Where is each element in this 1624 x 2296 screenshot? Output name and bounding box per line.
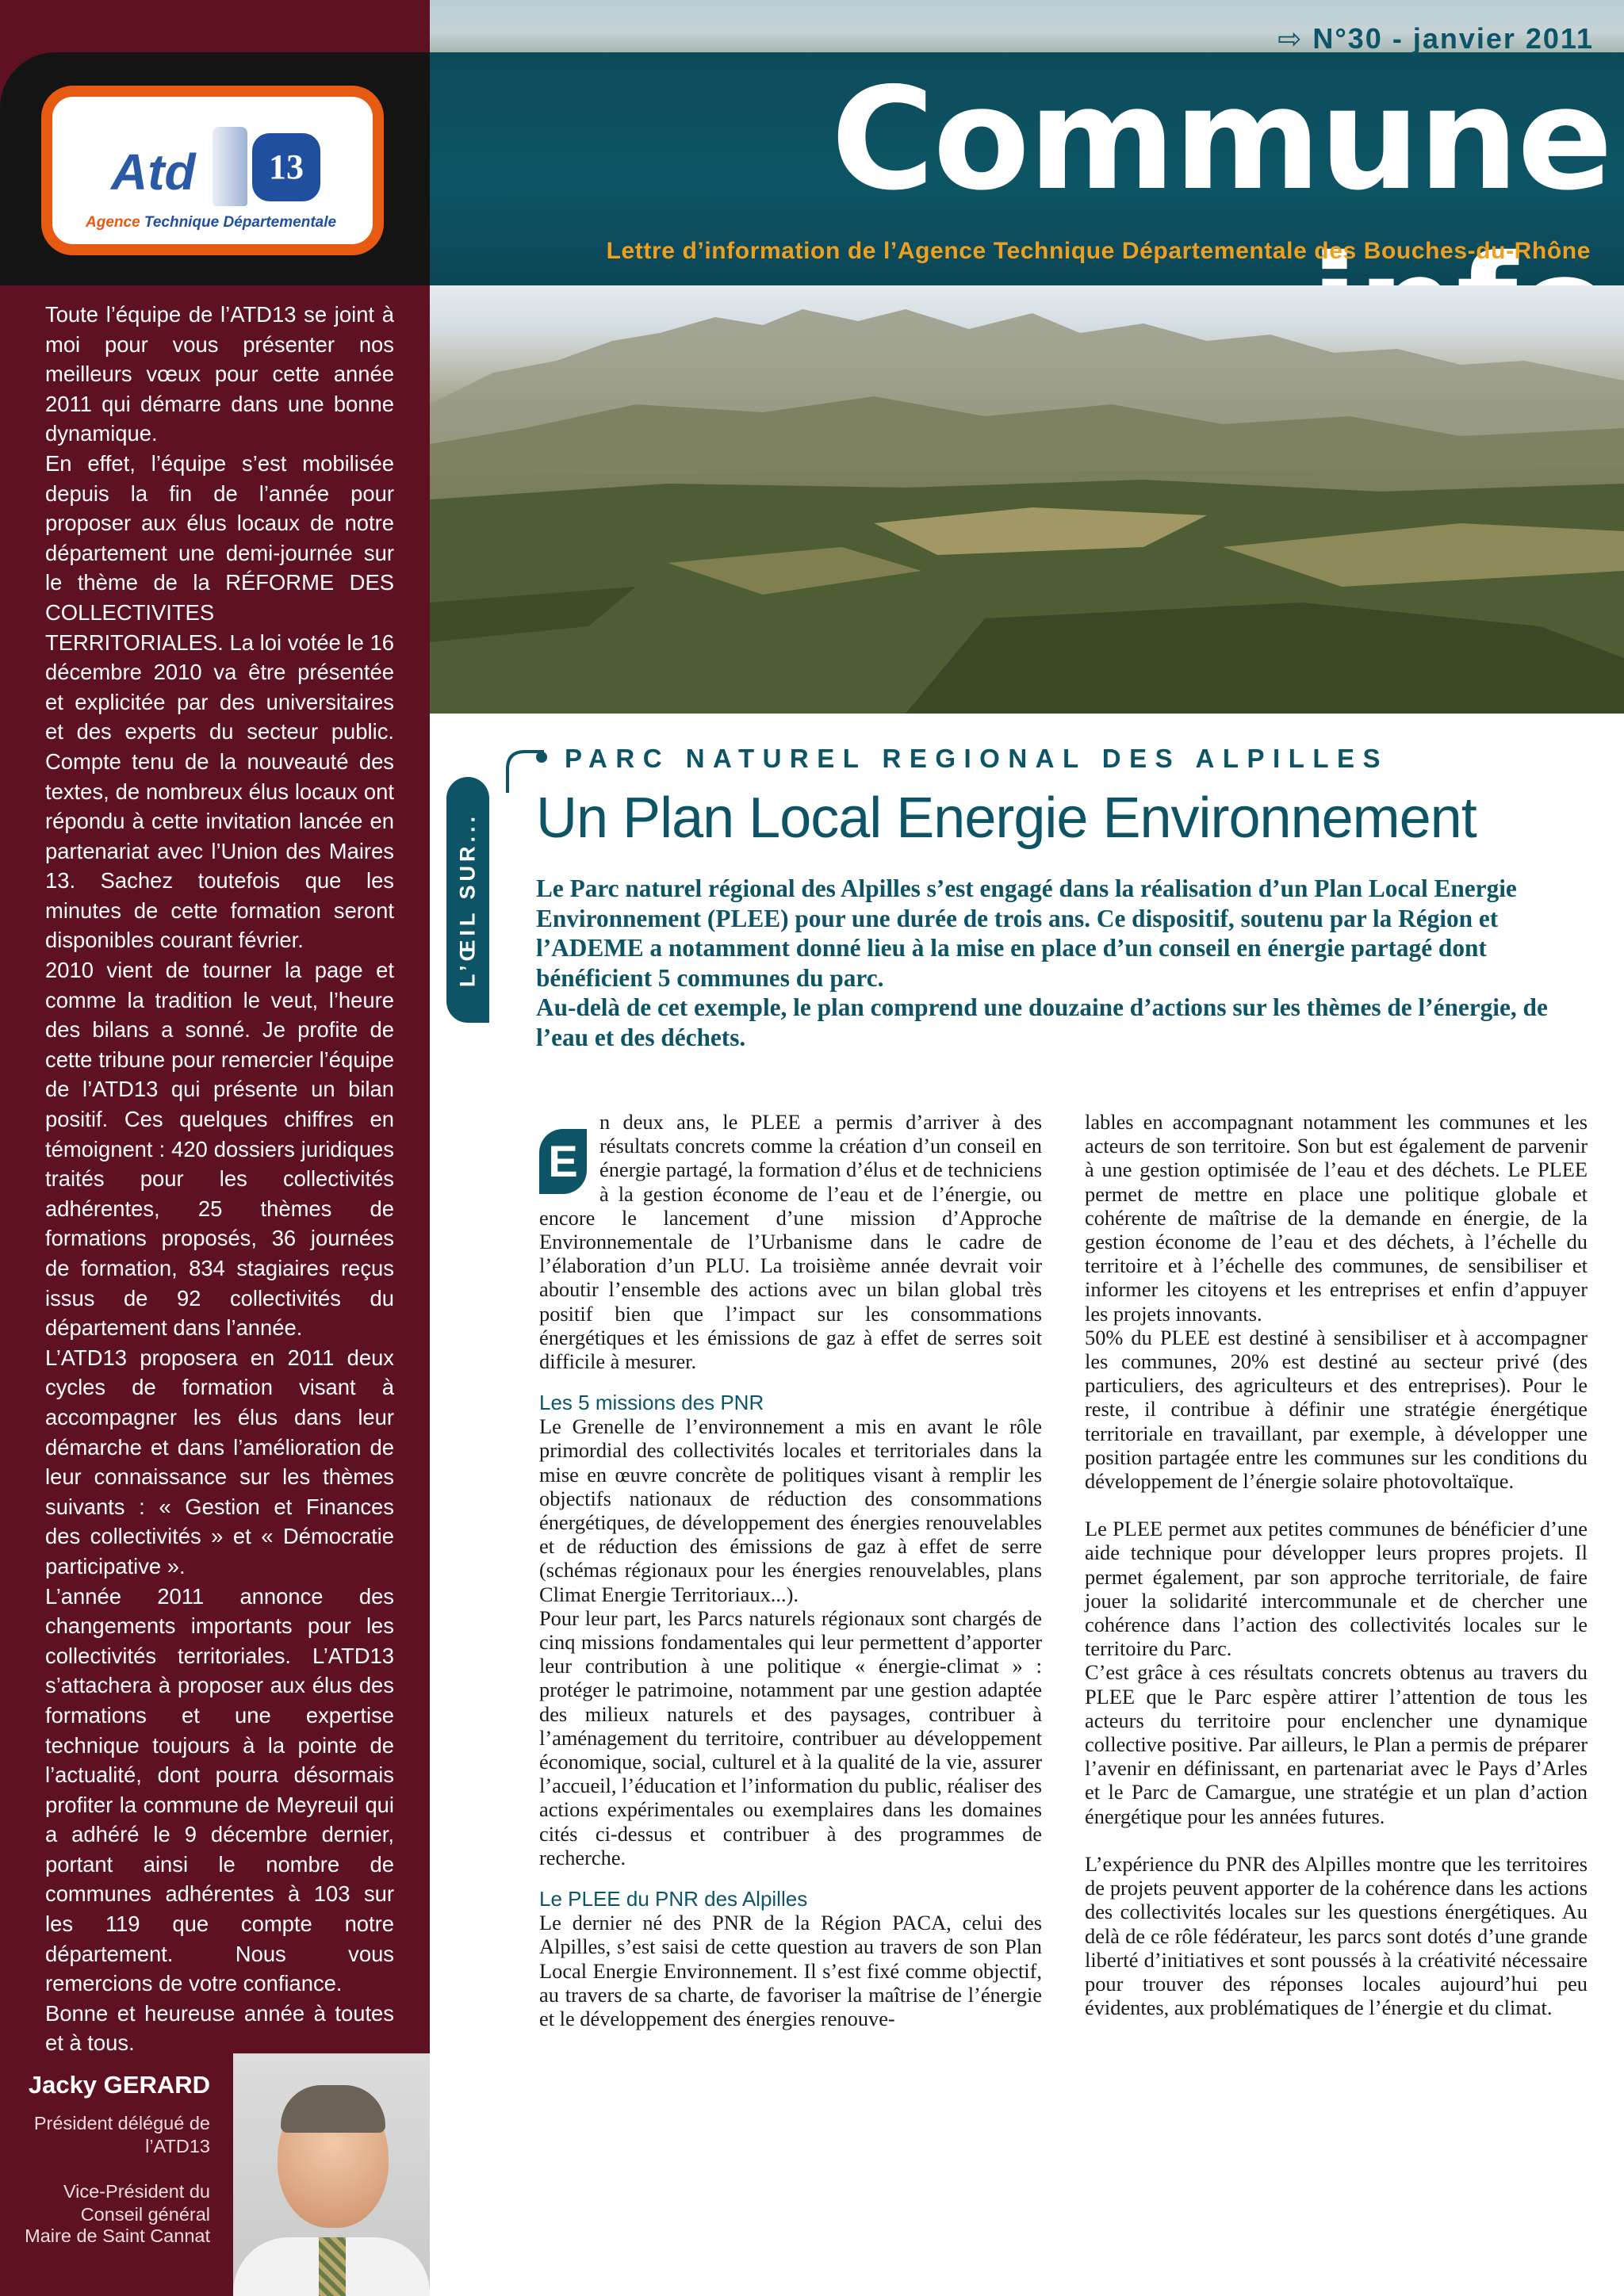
body-paragraph: Pour leur part, les Parcs naturels régionaux sont chargés de cinq missions fondamentales qui leur permettent d’apporter leur contribution à une politique « énergie-climat » : protéger le patrimoine, notamment par une gestion adaptée des milieux naturels et des paysages, contribuer à l’aménagement du territoire, contribuer au développement économique, social, culturel et à la qualité de la vie, assurer l’accueil, l’éducation et l’information du public, réaliser des actions expérimentales ou exemplaires dans les domaines cités ci-dessus et contribuer à des programmes de recherche. <box>539 1605 1042 1869</box>
marianne-icon <box>213 127 247 206</box>
signature-role: Vice-Président du Conseil général <box>63 2181 210 2225</box>
body-paragraph: n deux ans, le PLEE a permis d’arriver à des résultats concrets comme la création d’un conseil en énergie partagé, la formation d’élus et de techniciens à la gestion économe de l’eau et de l’énergie, ou encore le lancement d’une mission d’Approche Environnementale de l’Urbanisme dans le cadre de l’élaboration d’un PLU. La troisième année devrait voir aboutir l’ensemble des actions avec un bilan global très positif bien que l’impact sur les consommations énergétiques et les émissions de gaz à effet de serres soit difficile à mesurer. <box>539 1110 1042 1374</box>
logo-tag-rest: Technique Départementale <box>144 214 337 231</box>
lead-paragraph: Le Parc naturel régional des Alpilles s’est engagé dans la réalisation d’un Plan Local Energie Environnement (PLEE) pour une durée de trois ans. Ce dispositif, soutenu par la Région et l’ADEME a notamment donné lieu à la mise en place d’un conseil en énergie partagé dont bénéficient 5 communes du parc. <box>536 874 1517 992</box>
article-column-1 <box>539 1110 1042 2030</box>
arrow-right-icon: ⇨ <box>1277 22 1304 55</box>
author-portrait <box>233 2053 430 2296</box>
body-paragraph: 50% du PLEE est destiné à sensibiliser et à accompagner les communes, 20% est destiné au secteur privé (des particuliers, des agriculteurs et des entreprises). Pour le reste, il contribue à définir une stratégie énergétique territoriale en travaillant, par exemple, à développer une position partagée entre les communes sur les conditions du développement de l’énergie solaire photovoltaïque. <box>1085 1325 1588 1494</box>
alpilles-landscape-photo <box>430 285 1624 714</box>
article-kicker: PARC NATUREL REGIONAL DES ALPILLES <box>565 744 1389 773</box>
editorial <box>45 300 394 2058</box>
subheading: Le PLEE du PNR des Alpilles <box>539 1887 808 1911</box>
editorial-paragraph: Toute l’équipe de l’ATD13 se joint à moi pour vous présenter nos meilleurs vœux pour cette année 2011 qui démarre dans une bonne dynamique. <box>45 302 394 446</box>
editorial-paragraph: L’année 2011 annonce des changements importants pour les collectivités territoriales. L’ATD13 s’attachera à proposer aux élus des formations et une expertise technique toujours à la pointe de l’actualité, dont pourra désormais profiter la commune de Meyreuil qui a adhéré le 9 décembre dernier, portant ainsi le nombre de communes adhérentes à 103 sur les 119 que compte notre département. Nous vous remercions de votre confiance. <box>45 1583 394 1996</box>
issue-label: N°30 - janvier 2011 <box>1312 22 1594 55</box>
body-paragraph: Le dernier né des PNR de la Région PACA, celui des Alpilles, s’est saisi de cette question au travers de son Plan Local Energie Environnement. Il s’est fixé comme objectif, au travers de sa charte, de favoriser la maîtrise de l’énergie et le développement des énergies renouve- <box>539 1911 1042 2030</box>
article-lead <box>536 874 1591 1053</box>
article-title: Un Plan Local Energie Environnement <box>536 786 1477 850</box>
article-column-2 <box>1085 1110 1588 2019</box>
drop-cap: E <box>539 1129 587 1194</box>
body-paragraph: C’est grâce à ces résultats concrets obtenus au travers du PLEE que le Parc espère attirer l’attention de tous les acteurs du territoire pour enclencher une dynamique collective positive. Par ailleurs, le Plan a permis de préparer l’avenir en définissant, en partenariat avec le Pays d’Arles et le Parc de Camargue, une stratégie et un plan d’action énergétique pour les années futures. <box>1085 1660 1588 1828</box>
logo-tag-agence: Agence <box>86 214 140 231</box>
logo-tagline <box>86 214 347 232</box>
signature-name: Jacky GERARD <box>28 2071 210 2099</box>
editorial-paragraph: L’ATD13 proposera en 2011 deux cycles de formation visant à accompagner les élus dans leur démarche et dans l’amélioration de leur connaissance sur les thèmes suivants : « Gestion et Finances des collectivités » et « Démocratie participative ». <box>45 1345 394 1578</box>
logo-13-badge: 13 <box>252 133 320 201</box>
body-paragraph: L’expérience du PNR des Alpilles montre que les territoires de projets peuvent apporter de la cohérence dans les actions des collectivités locales sur les questions énergétiques. Au delà de ce rôle fédérateur, les parcs sont dotés d’une grande liberté d’initiatives et sont poussés à la créativité nécessaire pour trouver des réponses locales aujourd’hui peu évidentes, aux problématiques de l’énergie et du climat. <box>1085 1851 1588 2020</box>
signature-role: Président délégué de l’ATD13 <box>33 2113 210 2156</box>
logo-atd-text: Atd <box>111 144 196 201</box>
lead-paragraph: Au-delà de cet exemple, le plan comprend une douzaine d’actions sur les thèmes de l’énergie, de l’eau et des déchets. <box>536 993 1548 1051</box>
issue-number <box>1245 22 1594 55</box>
signature-role: Maire de Saint Cannat <box>25 2225 210 2246</box>
subheading: Les 5 missions des PNR <box>539 1391 764 1415</box>
body-paragraph: lables en accompagnant notamment les communes et les acteurs de son territoire. Son but est également de parvenir à une gestion optimisée de l’eau et des déchets. Le PLEE permet de mettre en place une politique globale et cohérente de maîtrise de la demande en énergie, de la gestion économe de l’eau et des déchets, à l’échelle du territoire et à l’échelle des communes, de sensibiliser et informer les citoyens et les entreprises et enfin d’appuyer les projets innovants. <box>1085 1110 1588 1326</box>
editorial-paragraph: Bonne et heureuse année à toutes et à tous. <box>45 2000 394 2056</box>
body-paragraph: Le Grenelle de l’environnement a mis en avant le rôle primordial des collectivités locales et territoriales dans la mise en œuvre concrète de politiques visant à remplir les objectifs nationaux de réduction des consommations énergétiques, de développement des énergies renouvelables et de réduction des émissions de gaz à effet de serre (schémas régionaux pour les énergies renouvelables, plans Climat Energie Territoriaux...). <box>539 1414 1042 1606</box>
page-title: Commune <box>830 57 1611 221</box>
page-subtitle: Lettre d’information de l’Agence Technique Départementale des Bouches-du-Rhône <box>606 238 1591 264</box>
body-paragraph: Le PLEE permet aux petites communes de bénéficier d’une aide technique pour développer leurs propres projets. Il permet également, par son approche territoriale, de faire jouer la solidarité intercommunale et de chercher une cohérence dans l’action des collectivités locales sur le territoire du Parc. <box>1085 1517 1588 1661</box>
kicker-bullet <box>536 752 547 763</box>
section-label: L’ŒIL SUR... <box>455 812 480 988</box>
editorial-paragraph: 2010 vient de tourner la page et comme la tradition le veut, l’heure des bilans a sonné. Je profite de cette tribune pour remercier l’équipe de l’ATD13 qui présente un bilan positif. Ces quelques chiffres en témoignent : 420 dossiers juridiques traités pour les collectivités adhérentes, 25 thèmes de formations proposés, 36 journées de formation, 834 stagiaires reçus issus de 92 collectivités du département dans l’année. <box>45 958 394 1341</box>
editorial-paragraph: En effet, l’équipe s’est mobilisée depuis la fin de l’année pour proposer aux élus locaux de notre département une demi-journée sur le thème de la RÉFORME DES COLLECTIVITES TERRITORIALES. La loi votée le 16 décembre 2010 va être présentée et explicitée par des universitaires et des experts du secteur public. Compte tenu de la nouveauté des textes, de nombreux élus locaux ont répondu à cette invitation lancée en partenariat avec l’Union des Maires 13. Sachez toutefois que les minutes de cette formation seront disponibles courant février. <box>45 450 394 953</box>
